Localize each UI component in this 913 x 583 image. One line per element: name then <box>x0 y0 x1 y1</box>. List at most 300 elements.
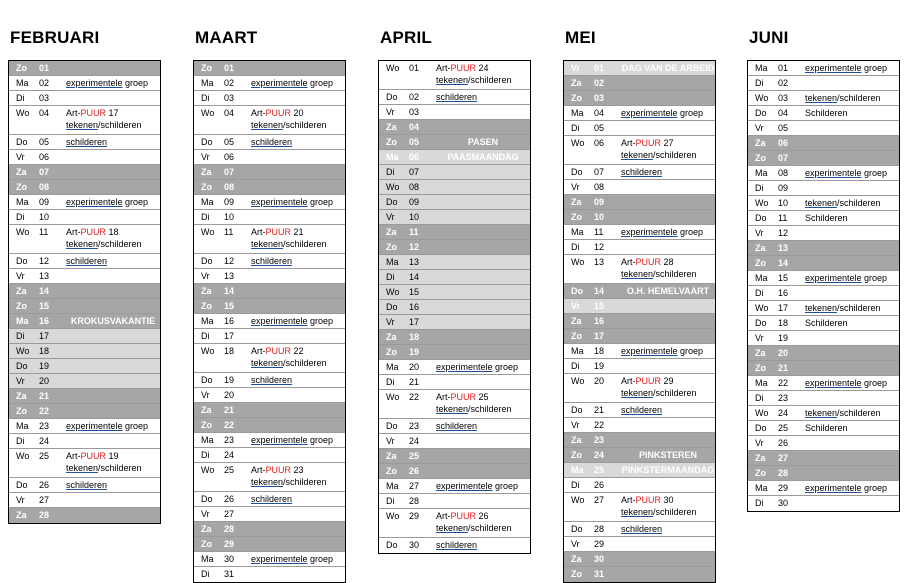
day-row <box>564 210 715 225</box>
activity-text-groep: groep <box>677 346 704 356</box>
day-row <box>9 210 160 225</box>
activity-link-tekenen[interactable]: tekenen <box>805 408 838 418</box>
weekday: Ma <box>16 316 29 326</box>
date-number: 14 <box>778 258 789 268</box>
day-row <box>379 494 530 509</box>
activity-link-tekenen[interactable]: tekenen <box>805 93 838 103</box>
weekday: Wo <box>201 465 215 475</box>
activity <box>251 196 343 208</box>
puur-label: PUUR <box>450 392 477 402</box>
weekday: Za <box>386 122 397 132</box>
weekday: Ma <box>755 63 768 73</box>
day-row <box>9 493 160 508</box>
weekday: Vr <box>16 495 25 505</box>
activity-link-experimentele[interactable]: experimentele <box>251 554 308 564</box>
activity <box>805 92 897 104</box>
date-number: 18 <box>778 318 789 328</box>
weekday: Vr <box>386 317 395 327</box>
day-row <box>748 406 899 421</box>
weekday: Ma <box>16 78 29 88</box>
activity-link-tekenen[interactable]: tekenen <box>66 239 99 249</box>
date-number: 04 <box>409 122 420 132</box>
activity-link-tekenen[interactable]: tekenen <box>436 75 469 85</box>
date-number: 15 <box>409 287 420 297</box>
date-number: 23 <box>594 435 605 445</box>
activity-link-tekenen[interactable]: tekenen <box>251 477 284 487</box>
art-puur-title <box>621 495 674 505</box>
activity-text-groep: groep <box>492 362 519 372</box>
activity-link-schilderen[interactable]: schilderen <box>621 167 663 177</box>
activity <box>251 136 343 148</box>
activity-link-schilderen[interactable]: schilderen <box>436 92 478 102</box>
activity <box>436 62 528 86</box>
day-row <box>194 165 345 180</box>
weekday: Vr <box>201 509 210 519</box>
day-row <box>9 434 160 449</box>
date-number: 21 <box>39 391 50 401</box>
art-puur-title <box>251 346 304 356</box>
weekday: Di <box>571 242 580 252</box>
date-number: 14 <box>224 286 235 296</box>
day-row <box>564 314 715 329</box>
activity <box>805 107 897 119</box>
activity-link-experimentele[interactable]: experimentele <box>436 362 493 372</box>
day-row <box>194 106 345 135</box>
weekday: Ma <box>386 257 399 267</box>
weekday: Za <box>571 316 582 326</box>
day-row <box>194 373 345 388</box>
activity-link-tekenen[interactable]: tekenen <box>436 523 469 533</box>
date-number: 31 <box>224 569 235 579</box>
activity-link-schilderen[interactable]: schilderen <box>251 137 293 147</box>
weekday: Zo <box>201 182 212 192</box>
activity-link-tekenen[interactable]: tekenen <box>251 358 284 368</box>
day-row <box>379 330 530 345</box>
activity-link-tekenen[interactable]: tekenen <box>66 120 99 130</box>
day-row <box>194 537 345 552</box>
activity <box>251 107 343 131</box>
day-row <box>379 464 530 479</box>
day-row <box>379 225 530 240</box>
session-number: 23 <box>293 465 304 475</box>
session-number: 25 <box>478 392 489 402</box>
activity-link-experimentele[interactable]: experimentele <box>436 481 493 491</box>
day-row <box>379 300 530 315</box>
weekday: Wo <box>201 227 215 237</box>
weekday: Vr <box>571 182 580 192</box>
activity-link-schilderen[interactable]: schilderen <box>621 405 663 415</box>
activity-link-tekenen[interactable]: tekenen <box>805 198 838 208</box>
date-number: 28 <box>594 524 605 534</box>
day-row <box>9 269 160 284</box>
day-row <box>748 451 899 466</box>
day-row <box>194 61 345 76</box>
weekday: Do <box>571 405 583 415</box>
day-row <box>9 284 160 299</box>
weekday: Vr <box>755 438 764 448</box>
weekday: Di <box>386 377 395 387</box>
activity-link-tekenen[interactable]: tekenen <box>251 120 284 130</box>
art-puur-title <box>621 376 674 386</box>
day-row <box>9 404 160 419</box>
activity-text-groep: groep <box>861 168 888 178</box>
activity-link-experimentele[interactable]: experimentele <box>251 435 308 445</box>
activity-text-groep: groep <box>677 108 704 118</box>
puur-label: PUUR <box>265 465 292 475</box>
weekday: Za <box>755 348 766 358</box>
weekday: Zo <box>386 347 397 357</box>
date-number: 02 <box>39 78 50 88</box>
activity-link-schilderen[interactable]: schilderen <box>66 137 108 147</box>
activity-link-schilderen[interactable]: schilderen <box>251 494 293 504</box>
activity-text-groep: groep <box>307 316 334 326</box>
date-number: 24 <box>594 450 605 460</box>
activity-link-experimentele[interactable]: experimentele <box>621 108 678 118</box>
activity-link-schilderen[interactable]: schilderen <box>621 524 663 534</box>
activity-link-tekenen[interactable]: tekenen <box>66 463 99 473</box>
art-puur-title <box>436 392 489 402</box>
activity-link-schilderen[interactable]: schilderen <box>66 256 108 266</box>
day-row <box>748 196 899 211</box>
weekday: Do <box>16 137 28 147</box>
month-table <box>193 60 346 583</box>
day-row <box>194 552 345 567</box>
day-row <box>748 286 899 301</box>
weekday: Do <box>571 524 583 534</box>
weekday: Ma <box>201 554 214 564</box>
art-puur-title <box>251 227 304 237</box>
activity-text-groep: groep <box>122 421 149 431</box>
session-number: 26 <box>478 511 489 521</box>
activity <box>621 375 713 399</box>
day-row <box>9 225 160 254</box>
day-row <box>379 180 530 195</box>
weekday: Do <box>386 302 398 312</box>
date-number: 08 <box>594 182 605 192</box>
activity-link-tekenen[interactable]: tekenen <box>621 388 654 398</box>
date-number: 02 <box>778 78 789 88</box>
activity-link-experimentele[interactable]: experimentele <box>66 197 123 207</box>
activity-link-experimentele[interactable]: experimentele <box>251 316 308 326</box>
art-puur-subtitle <box>251 238 343 250</box>
date-number: 19 <box>224 375 235 385</box>
day-row <box>9 359 160 374</box>
activity-text-groep: groep <box>861 63 888 73</box>
day-row <box>564 493 715 522</box>
weekday: Wo <box>755 303 769 313</box>
day-row <box>194 329 345 344</box>
weekday: Vr <box>571 420 580 430</box>
activity-link-experimentele[interactable]: experimentele <box>805 63 862 73</box>
activity-link-experimentele[interactable]: experimentele <box>251 78 308 88</box>
weekday: Do <box>755 213 767 223</box>
date-number: 25 <box>39 451 50 461</box>
day-row <box>564 225 715 240</box>
weekday: Di <box>201 212 210 222</box>
day-row <box>564 433 715 448</box>
day-row <box>9 344 160 359</box>
art-puur-title <box>251 465 304 475</box>
day-row <box>748 436 899 451</box>
date-number: 16 <box>594 316 605 326</box>
day-row <box>748 481 899 496</box>
art-puur-title <box>251 108 304 118</box>
puur-label: PUUR <box>450 511 477 521</box>
day-row <box>194 91 345 106</box>
weekday: Ma <box>386 152 399 162</box>
activity <box>436 480 528 492</box>
date-number: 21 <box>778 363 789 373</box>
session-number: 18 <box>108 227 119 237</box>
day-row <box>564 299 715 314</box>
weekday: Wo <box>16 451 30 461</box>
day-row <box>9 419 160 434</box>
weekday: Ma <box>201 78 214 88</box>
day-row <box>194 388 345 403</box>
date-number: 14 <box>594 286 605 296</box>
activity-text-groep: groep <box>861 483 888 493</box>
day-row <box>9 61 160 76</box>
date-number: 15 <box>224 301 235 311</box>
weekday: Vr <box>755 333 764 343</box>
day-row <box>9 195 160 210</box>
day-row <box>194 284 345 299</box>
day-row <box>194 314 345 329</box>
weekday: Wo <box>386 63 400 73</box>
weekday: Do <box>571 167 583 177</box>
date-number: 05 <box>39 137 50 147</box>
weekday: Ma <box>16 421 29 431</box>
date-number: 03 <box>778 93 789 103</box>
puur-label: PUUR <box>265 227 292 237</box>
activity-link-experimentele[interactable]: experimentele <box>251 197 308 207</box>
activity <box>436 391 528 415</box>
puur-label: PUUR <box>80 227 107 237</box>
weekday: Ma <box>201 435 214 445</box>
activity-text-schilderen: /schilderen <box>98 463 142 473</box>
activity-link-schilderen[interactable]: schilderen <box>251 256 293 266</box>
weekday: Wo <box>201 346 215 356</box>
weekday: Do <box>16 361 28 371</box>
date-number: 20 <box>594 376 605 386</box>
activity-link-experimentele[interactable]: experimentele <box>805 168 862 178</box>
weekday: Wo <box>386 182 400 192</box>
art-prefix: Art- <box>66 108 81 118</box>
day-row <box>564 359 715 374</box>
activity-link-experimentele[interactable]: experimentele <box>805 483 862 493</box>
holiday-label: KROKUSVAKANTIE <box>70 316 156 326</box>
date-number: 21 <box>409 377 420 387</box>
activity <box>251 77 343 89</box>
weekday: Vr <box>201 152 210 162</box>
day-row <box>564 91 715 106</box>
weekday: Ma <box>755 168 768 178</box>
day-row <box>9 150 160 165</box>
day-row <box>194 344 345 373</box>
activity-text-groep: groep <box>307 554 334 564</box>
day-row <box>9 314 160 329</box>
day-row <box>379 255 530 270</box>
day-row <box>379 538 530 553</box>
weekday: Za <box>16 167 27 177</box>
session-number: 22 <box>293 346 304 356</box>
day-row <box>194 418 345 433</box>
weekday: Ma <box>755 378 768 388</box>
date-number: 17 <box>409 317 420 327</box>
date-number: 09 <box>778 183 789 193</box>
date-number: 24 <box>778 408 789 418</box>
day-row <box>9 76 160 91</box>
date-number: 17 <box>39 331 50 341</box>
art-puur-subtitle <box>251 357 343 369</box>
day-row <box>194 254 345 269</box>
weekday: Do <box>755 108 767 118</box>
activity-link-tekenen[interactable]: tekenen <box>621 507 654 517</box>
activity-link-tekenen[interactable]: tekenen <box>436 404 469 414</box>
art-puur-title <box>621 138 674 148</box>
day-row <box>748 211 899 226</box>
day-row <box>379 135 530 150</box>
day-row <box>564 165 715 180</box>
activity <box>805 482 897 494</box>
day-row <box>379 360 530 375</box>
date-number: 31 <box>594 569 605 579</box>
day-row <box>748 136 899 151</box>
weekday: Di <box>571 123 580 133</box>
activity-link-schilderen[interactable]: schilderen <box>436 540 478 550</box>
activity-link-tekenen[interactable]: tekenen <box>621 269 654 279</box>
day-row <box>379 240 530 255</box>
activity-text-groep: groep <box>677 227 704 237</box>
day-row <box>379 345 530 360</box>
activity-link-experimentele[interactable]: experimentele <box>66 421 123 431</box>
weekday: Ma <box>386 481 399 491</box>
activity <box>805 212 897 224</box>
weekday: Do <box>201 494 213 504</box>
weekday: Wo <box>201 108 215 118</box>
date-number: 10 <box>594 212 605 222</box>
date-number: 23 <box>39 421 50 431</box>
day-row <box>9 254 160 269</box>
activity <box>805 272 897 284</box>
date-number: 11 <box>409 227 419 237</box>
activity-text-schilderen: Schilderen <box>805 213 848 223</box>
day-row <box>379 105 530 120</box>
activity-link-tekenen[interactable]: tekenen <box>805 303 838 313</box>
date-number: 06 <box>224 152 235 162</box>
day-row <box>564 567 715 582</box>
activity-text-schilderen: /schilderen <box>837 303 881 313</box>
art-puur-subtitle <box>436 74 528 86</box>
weekday: Za <box>201 405 212 415</box>
day-row <box>194 403 345 418</box>
activity-link-tekenen[interactable]: tekenen <box>621 150 654 160</box>
activity-link-schilderen[interactable]: schilderen <box>436 421 478 431</box>
date-number: 16 <box>778 288 789 298</box>
weekday: Di <box>16 93 25 103</box>
day-row <box>379 285 530 300</box>
activity-link-schilderen[interactable]: schilderen <box>251 375 293 385</box>
day-row <box>748 466 899 481</box>
art-prefix: Art- <box>66 227 81 237</box>
activity <box>621 345 713 357</box>
weekday: Zo <box>571 331 582 341</box>
activity-link-experimentele[interactable]: experimentele <box>621 346 678 356</box>
date-number: 06 <box>778 138 789 148</box>
day-row <box>564 240 715 255</box>
activity-text-groep: groep <box>861 378 888 388</box>
date-number: 24 <box>224 450 235 460</box>
date-number: 07 <box>39 167 50 177</box>
activity-link-tekenen[interactable]: tekenen <box>251 239 284 249</box>
date-number: 22 <box>224 420 235 430</box>
weekday: Ma <box>201 197 214 207</box>
day-row <box>9 106 160 135</box>
activity <box>251 226 343 250</box>
date-number: 18 <box>594 346 605 356</box>
day-row <box>9 91 160 106</box>
weekday: Do <box>16 256 28 266</box>
date-number: 03 <box>594 93 605 103</box>
month-table <box>747 60 900 512</box>
weekday: Vr <box>386 436 395 446</box>
day-row <box>748 121 899 136</box>
weekday: Ma <box>571 108 584 118</box>
weekday: Di <box>201 93 210 103</box>
date-number: 01 <box>594 63 605 73</box>
activity-link-experimentele[interactable]: experimentele <box>805 273 862 283</box>
session-number: 28 <box>663 257 674 267</box>
date-number: 18 <box>409 332 420 342</box>
date-number: 02 <box>594 78 605 88</box>
day-row <box>194 150 345 165</box>
activity-text-schilderen: /schilderen <box>283 477 327 487</box>
day-row <box>564 418 715 433</box>
day-row <box>564 448 715 463</box>
art-puur-title <box>436 63 489 73</box>
activity-text-schilderen: /schilderen <box>653 150 697 160</box>
art-prefix: Art- <box>251 346 266 356</box>
date-number: 20 <box>39 376 50 386</box>
activity-link-schilderen[interactable]: schilderen <box>66 480 108 490</box>
day-row <box>748 391 899 406</box>
activity <box>805 302 897 314</box>
activity <box>436 420 528 432</box>
weekday: Di <box>755 183 764 193</box>
activity <box>621 166 713 178</box>
weekday: Za <box>571 197 582 207</box>
activity-link-experimentele[interactable]: experimentele <box>66 78 123 88</box>
session-number: 17 <box>108 108 119 118</box>
date-number: 19 <box>409 347 420 357</box>
weekday: Vr <box>755 123 764 133</box>
date-number: 25 <box>778 423 789 433</box>
weekday: Za <box>201 524 212 534</box>
activity-link-experimentele[interactable]: experimentele <box>621 227 678 237</box>
art-puur-subtitle <box>436 403 528 415</box>
weekday: Vr <box>386 212 395 222</box>
weekday: Za <box>571 78 582 88</box>
date-number: 26 <box>39 480 50 490</box>
day-row <box>194 210 345 225</box>
day-row <box>379 90 530 105</box>
weekday: Di <box>571 361 580 371</box>
weekday: Ma <box>386 362 399 372</box>
holiday-label: DAG VAN DE ARBEID <box>621 63 715 73</box>
activity-link-experimentele[interactable]: experimentele <box>805 378 862 388</box>
activity <box>66 255 158 267</box>
day-row <box>194 567 345 582</box>
